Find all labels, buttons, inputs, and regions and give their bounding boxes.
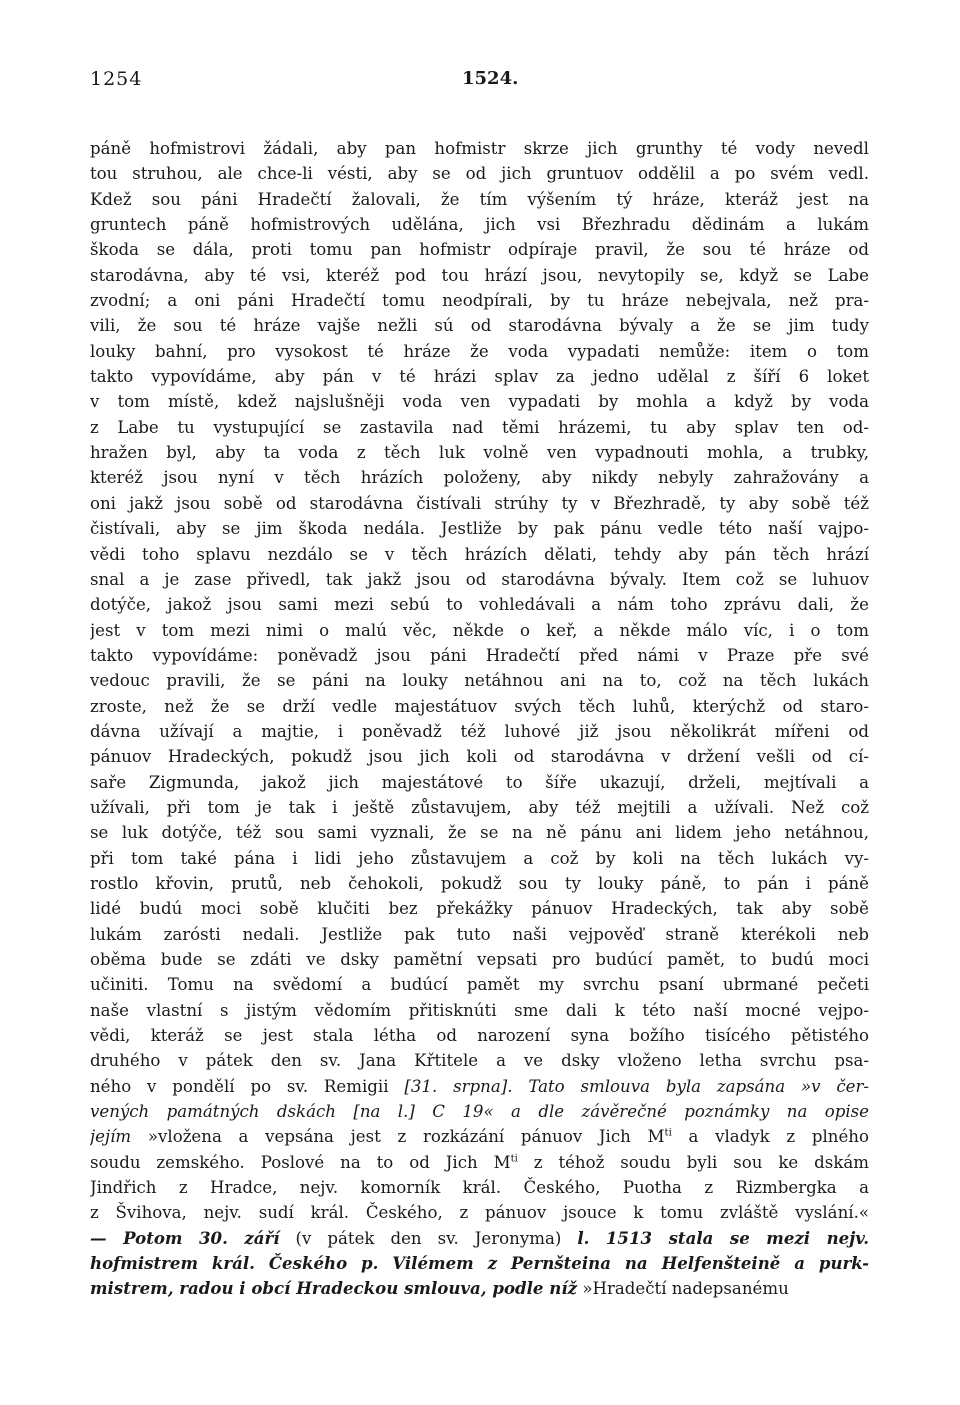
text-line: [90, 846, 869, 871]
text-segment: zvodní; a oni páni Hradečtí tomu neodpírali, by tu hráze nebejvala, než pra-: [90, 291, 869, 311]
text-segment: mistrem, radou i obcí Hradeckou smlouva, podle níž: [90, 1278, 578, 1299]
text-line: [90, 820, 869, 845]
text-line: [90, 364, 869, 389]
text-segment: hražen byl, aby ta voda z těch luk volně ven vypadnouti mohla, a trubky,: [90, 443, 869, 463]
text-segment: naše vlastní s jistým vědomím přitisknúti sme dali k této naší mocné vejpo-: [90, 1000, 869, 1020]
text-line: [90, 770, 869, 795]
text-line: [90, 1251, 869, 1276]
text-segment: kteréž jsou nyní v těch hrázích položeny, aby nikdy nebyly zahražovány a: [90, 468, 869, 488]
text-line: [90, 947, 869, 972]
text-segment: zroste, než že se drží vedle majestátuov svých těch luhů, kterýchž od staro-: [90, 696, 869, 716]
text-line: [90, 415, 869, 440]
text-line: [90, 1048, 869, 1073]
text-line: [90, 1074, 869, 1099]
text-segment: vených památných dskách [na l.] C 19« a dle závěrečné poznámky na opise: [90, 1102, 869, 1122]
text-line: [90, 643, 869, 668]
text-line: [90, 263, 869, 288]
text-segment: starodávna, aby té vsi, kteréž pod tou hrází jsou, nevytopily se, když se Labe: [90, 265, 869, 285]
text-line: [90, 1099, 869, 1124]
text-segment: užívali, při tom je tak i ještě zůstavujem, aby též mejtili a užívali. Než což: [90, 797, 869, 817]
text-segment: rostlo křovin, prutů, neb čehokoli, pokudž sou ty louky páně, to pán i páně: [90, 873, 869, 893]
text-line: [90, 440, 869, 465]
text-segment: dávna užívají a majtie, i poněvadž též luhové již jsou několikrát mířeni od: [90, 721, 869, 741]
text-line: [90, 896, 869, 921]
text-line: [90, 1226, 869, 1251]
text-line: [90, 491, 869, 516]
text-segment: učiniti. Tomu na svědomí a budúcí pamět my svrchu psaní ubrmané pečeti: [90, 975, 869, 995]
text-line: [90, 237, 869, 262]
text-segment: [31. srpna]. Tato smlouva byla zapsána »v čer-: [404, 1076, 869, 1096]
text-line: [90, 592, 869, 617]
text-line: [90, 1150, 869, 1175]
text-segment: dotýče, jakož jsou sami mezi sebú to vohledávali a nám toho zprávu dali, že: [90, 595, 869, 615]
text-line: [90, 1175, 869, 1200]
text-line: [90, 389, 869, 414]
text-line: [90, 465, 869, 490]
text-segment: louky bahní, pro vysokost té hráze že voda vypadati nemůže: item o tom: [90, 341, 869, 361]
text-line: [90, 313, 869, 338]
text-line: [90, 161, 869, 186]
text-segment: škoda se dála, proti tomu pan hofmistr odpíraje pravil, že sou té hráze od: [90, 240, 869, 260]
text-line: [90, 618, 869, 643]
text-segment: při tom také pána i lidi jeho zůstavujem a což by koli na těch lukách vy-: [90, 848, 869, 868]
text-segment: »Hradečtí nadepsanému: [577, 1279, 789, 1299]
text-line: [90, 668, 869, 693]
text-segment: vědi toho splavu nezdálo se v těch hrázích dělati, tehdy aby pán těch hrází: [90, 544, 869, 564]
body-text: [90, 136, 869, 1302]
text-line: [90, 719, 869, 744]
text-line: [90, 795, 869, 820]
text-segment: z téhož soudu byli sou ke dskám: [517, 1152, 869, 1172]
text-segment: z Labe tu vystupující se zastavila nad těmi hrázemi, tu aby splav ten od-: [90, 417, 869, 437]
running-head-year: 1524.: [462, 68, 519, 89]
text-line: [90, 1023, 869, 1048]
text-segment: Kdež sou páni Hradečtí žalovali, že tím výšením tý hráze, kteráž jest na: [90, 189, 869, 209]
superscript: ti: [664, 1127, 672, 1139]
superscript: ti: [510, 1153, 518, 1165]
text-segment: takto vypovídáme, aby pán v té hrázi splav za jedno udělal z šíří 6 loket: [90, 367, 869, 387]
text-line: [90, 567, 869, 592]
text-segment: lukám zarósti nedali. Jestliže pak tuto naši vejpověď straně kterékoli neb: [90, 924, 869, 944]
text-line: [90, 1276, 869, 1301]
text-segment: ného v pondělí po sv. Remigii: [90, 1076, 405, 1096]
text-segment: gruntech páně hofmistrových udělána, jich vsi Březhradu dědinám a lukám: [90, 215, 869, 235]
page-header: [90, 68, 870, 98]
text-segment: druhého v pátek den sv. Jana Křtitele a ve dsky vloženo letha svrchu psa-: [90, 1051, 869, 1071]
text-segment: hofmistrem král. Českého p. Vilémem z Pernšteina na Helfenšteině a purk-: [90, 1253, 869, 1274]
text-segment: pánuov Hradeckých, pokudž jsou jich koli od starodávna v držení vešli od cí-: [90, 747, 869, 767]
text-line: [90, 871, 869, 896]
text-segment: soudu zemského. Poslové na to od Jich M: [90, 1152, 511, 1172]
text-line: [90, 694, 869, 719]
text-segment: páně hofmistrovi žádali, aby pan hofmistr skrze jich grunthy té vody nevedl: [90, 139, 869, 158]
text-segment: čistívali, aby se jim škoda nedála. Jestliže by pak pánu vedle této naší vajpo-: [90, 519, 869, 539]
text-segment: vědi, kteráž se jest stala létha od narození syna božího tisícého pětistého: [90, 1026, 869, 1046]
text-segment: »vložena a vepsána jest z rozkázání pánuov Jich M: [131, 1127, 665, 1147]
text-segment: oni jakž jsou sobě od starodávna čistívali strúhy ty v Březhradě, ty aby sobě též: [90, 493, 869, 513]
text-segment: Jindřich z Hradce, nejv. komorník král. Českého, Puotha z Rizmbergka a: [90, 1178, 869, 1198]
text-segment: oběma bude se zdáti ve dsky pamětní vepsati pro budúcí pamět, to budú moci: [90, 950, 869, 969]
text-segment: (v pátek den sv. Jeronyma): [279, 1228, 578, 1248]
text-line: [90, 516, 869, 541]
text-line: [90, 542, 869, 567]
text-line: [90, 1200, 869, 1225]
text-segment: l. 1513 stala se mezi nejv.: [577, 1227, 869, 1248]
text-segment: snal a je zase přivedl, tak jakž jsou od starodávna bývaly. Item což se luhuov: [90, 569, 869, 589]
text-line: [90, 998, 869, 1023]
text-line: [90, 744, 869, 769]
text-segment: lidé budú moci sobě klučiti bez překážky pánuov Hradeckých, tak aby sobě: [90, 899, 869, 919]
text-segment: a vladyk z plného: [671, 1127, 869, 1147]
text-segment: jest v tom mezi nimi o malú věc, někde o keř, a někde málo víc, i o tom: [90, 620, 869, 640]
text-segment: jejím: [90, 1127, 132, 1147]
text-segment: v tom místě, kdež najslušněji voda ven vypadati by mohla a když by voda: [90, 392, 869, 412]
text-line: [90, 288, 869, 313]
text-segment: se luk dotýče, též sou sami vyznali, že se na ně pánu ani lidem jeho netáhnou,: [90, 823, 869, 843]
text-segment: saře Zigmunda, jakož jich majestátové to šíře ukazují, drželi, mejtívali a: [90, 772, 869, 792]
text-line: [90, 212, 869, 237]
text-line: [90, 136, 869, 161]
text-segment: vedouc pravili, že se páni na louky netáhnou ani na to, což na těch lukách: [90, 671, 869, 691]
text-line: [90, 339, 869, 364]
text-segment: z Švihova, nejv. sudí král. Českého, z pánuov jsouce k tomu zvláště vyslání.«: [90, 1203, 869, 1223]
page-number: 1254: [90, 68, 143, 90]
text-segment: tou struhou, ale chce-li vésti, aby se od jich gruntuov oddělil a po svém vedl.: [90, 164, 869, 184]
text-line: [90, 1124, 869, 1149]
text-line: [90, 187, 869, 212]
text-segment: vili, že sou té hráze vajše nežli sú od starodávna bývaly a že se jim tudy: [90, 316, 869, 336]
text-line: [90, 972, 869, 997]
text-line: [90, 922, 869, 947]
text-segment: takto vypovídáme: poněvadž jsou páni Hradečtí před námi v Praze pře své: [90, 645, 869, 665]
text-segment: — Potom 30. září: [90, 1227, 280, 1248]
